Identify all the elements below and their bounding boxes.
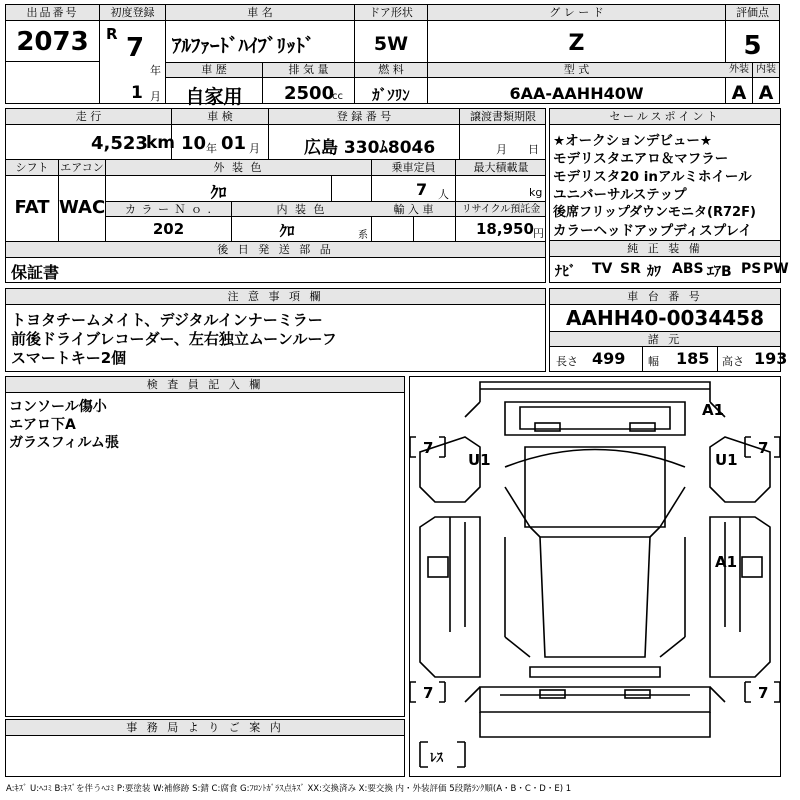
vehicle-details-block (5, 108, 546, 242)
load-label: 最大積載量 (473, 161, 529, 174)
notes-label: 注 意 事 項 欄 (6, 289, 545, 305)
history: 自家用 (185, 86, 243, 108)
model: 6AA-AAHH40W (509, 84, 644, 103)
length-label: 長さ (556, 355, 578, 368)
car-name-label: 車 名 (247, 6, 273, 19)
inspection-month-unit: 月 (249, 142, 260, 155)
lot-no-label: 出品番号 (26, 6, 79, 19)
sales-point-line: ユニバーサルステップ (553, 187, 687, 203)
car-diagram (409, 376, 781, 777)
era: R (106, 25, 118, 43)
length: 499 (592, 349, 626, 368)
width: 185 (676, 349, 710, 368)
sales-point-line: カラーヘッドアップディスプレイ (553, 223, 752, 239)
color-no: 202 (152, 220, 185, 238)
equip-ps: PS (741, 261, 762, 277)
exterior-grade: A (731, 82, 747, 104)
int-color-unit: 系 (358, 230, 368, 241)
mileage-label: 走 行 (75, 110, 102, 123)
note-line: トヨタチームメイト、デジタルインナーミラー (11, 311, 323, 329)
specs-label: 諸 元 (550, 331, 780, 347)
exterior-label: 外装 (729, 64, 749, 75)
grade: Z (568, 31, 585, 56)
height-label: 高さ (722, 355, 744, 368)
interior-grade: A (758, 82, 774, 104)
note-line: 前後ドライブレコーダー、左右独立ムーンルーフ (11, 330, 337, 348)
grade-label: グ レ ー ド (549, 6, 604, 19)
ac-label: エアコン (60, 161, 104, 174)
int-color: ｸﾛ (279, 222, 295, 240)
later-parts-label: 後 日 発 送 部 品 (6, 242, 545, 258)
fuel: ｶﾞｿﾘﾝ (372, 86, 410, 104)
equip-tv: TV (592, 261, 613, 277)
model-label: 型 式 (563, 63, 590, 76)
mileage: 4,523 (91, 133, 148, 154)
transfer-day-unit: 日 (528, 143, 539, 156)
sales-point-line: モデリスタ20 inアルミホイール (553, 169, 752, 185)
interior-label: 内装 (756, 64, 776, 75)
equip-abs: ABS (672, 261, 704, 277)
mark-u1-left: U1 (468, 451, 491, 469)
inspection-year-unit: 年 (206, 142, 217, 155)
inspection-label: 車 検 (207, 110, 233, 123)
tire-rear-left: 7 (423, 684, 434, 702)
door: 5W (373, 33, 409, 55)
equipment-label: 純 正 装 備 (550, 241, 780, 257)
tire-front-right: 7 (758, 439, 769, 457)
shift: FAT (14, 197, 50, 218)
equip-sr: SR (620, 261, 641, 277)
recycle-label: リサイクル預託金 (461, 204, 541, 215)
displacement: 2500 (284, 83, 335, 104)
mark-u1-right: U1 (715, 451, 738, 469)
tire-rear-right: 7 (758, 684, 769, 702)
inspection-year: 10 (181, 133, 207, 154)
lot-no: 2073 (16, 27, 89, 57)
sales-point-line: モデリスタエアロ＆マフラー (553, 151, 729, 167)
mark-a1-top: A1 (702, 401, 725, 419)
reg-year-unit: 年 (150, 64, 161, 77)
inspection-month: 01 (221, 133, 247, 154)
ext-color-label: 外 装 色 (213, 161, 264, 174)
equip-leather: ｶﾜ (647, 264, 661, 280)
spare-tire-label: ﾚｽ (430, 751, 443, 766)
import-label: 輸 入 車 (393, 203, 434, 216)
capacity-label: 乗車定員 (391, 161, 436, 174)
ac: WAC (59, 197, 106, 218)
shift-label: シフト (15, 161, 49, 174)
recycle: 18,950 (476, 220, 534, 238)
color-no-label: カ ラ ー Ｎ ｏ . (125, 203, 212, 216)
load-unit: kg (529, 186, 543, 199)
car-outline-svg (410, 377, 780, 776)
score: 5 (743, 31, 762, 61)
tire-front-left: 7 (423, 439, 434, 457)
recycle-unit: 円 (533, 227, 544, 240)
reg-month: 1 (131, 83, 143, 103)
inspector-label: 検 査 員 記 入 欄 (6, 377, 404, 393)
notes-block (5, 288, 546, 372)
reg-no: 広島 330ﾑ8046 (304, 138, 436, 158)
inspector-block (5, 376, 405, 717)
int-color-label: 内 装 色 (276, 203, 327, 216)
sales-points-block (549, 108, 781, 241)
reg-month-unit: 月 (150, 90, 161, 103)
ext-color: ｸﾛ (210, 183, 227, 202)
score-label: 評価点 (736, 6, 769, 19)
inspector-line: エアロ下A (9, 417, 76, 433)
later-parts-block (5, 241, 546, 283)
capacity: 7 (416, 180, 428, 199)
sales-points-label: セールスポイント (550, 109, 780, 125)
note-line: スマートキー2個 (11, 349, 127, 367)
inspector-line: コンソール傷小 (9, 399, 107, 415)
mark-a1-side: A1 (715, 553, 738, 571)
transfer-month-unit: 月 (496, 143, 507, 156)
history-label: 車 歴 (201, 63, 227, 76)
equip-airbag: ｴｱB (707, 264, 732, 280)
reg-year: 7 (126, 33, 145, 63)
fuel-label: 燃 料 (378, 63, 404, 76)
office-block (5, 719, 405, 777)
reg-no-label: 登 録 番 号 (336, 110, 392, 123)
chassis-label: 車 台 番 号 (550, 289, 780, 305)
height: 193 (754, 349, 788, 368)
sales-point-line: 後席フリップダウンモニタ(R72F) (553, 205, 756, 220)
door-label: ドア形状 (369, 6, 413, 19)
capacity-unit: 人 (438, 188, 449, 201)
equip-navi: ﾅﾋﾞ (555, 264, 576, 280)
office-label: 事 務 局 よ り ご 案 内 (6, 720, 404, 736)
width-label: 幅 (648, 355, 659, 368)
transfer-label: 譲渡書類期限 (470, 110, 536, 123)
chassis-number: AAHH40-0034458 (566, 306, 764, 330)
car-name: ｱﾙﾌｧｰﾄﾞﾊｲﾌﾞﾘｯﾄﾞ (172, 35, 315, 57)
equipment-block (549, 240, 789, 283)
displacement-unit: cc (332, 91, 343, 102)
equip-pw: PW (763, 261, 789, 277)
top-block (5, 4, 780, 108)
later-parts-value: 保証書 (11, 263, 60, 282)
legend: A:ｷｽﾞ U:ﾍｺﾐ B:ｷｽﾞを伴うﾍｺﾐ P:要塗装 W:補修跡 S:錆 C:腐食 G:ﾌﾛﾝﾄｶﾞﾗｽ点ｷｽﾞ XX:交換済み X:要交換 内・外装評価 5段階ﾗﾝｸ順(A・B・C・D・E) 1 (6, 784, 572, 794)
sales-point-line: ★オークションデビュー★ (553, 133, 712, 149)
inspector-line: ガラスフィルム張 (9, 435, 119, 451)
displacement-label: 排 気 量 (288, 63, 329, 76)
mileage-unit: km (146, 133, 176, 153)
first-reg-label: 初度登録 (110, 6, 155, 19)
chassis-block (549, 288, 788, 372)
